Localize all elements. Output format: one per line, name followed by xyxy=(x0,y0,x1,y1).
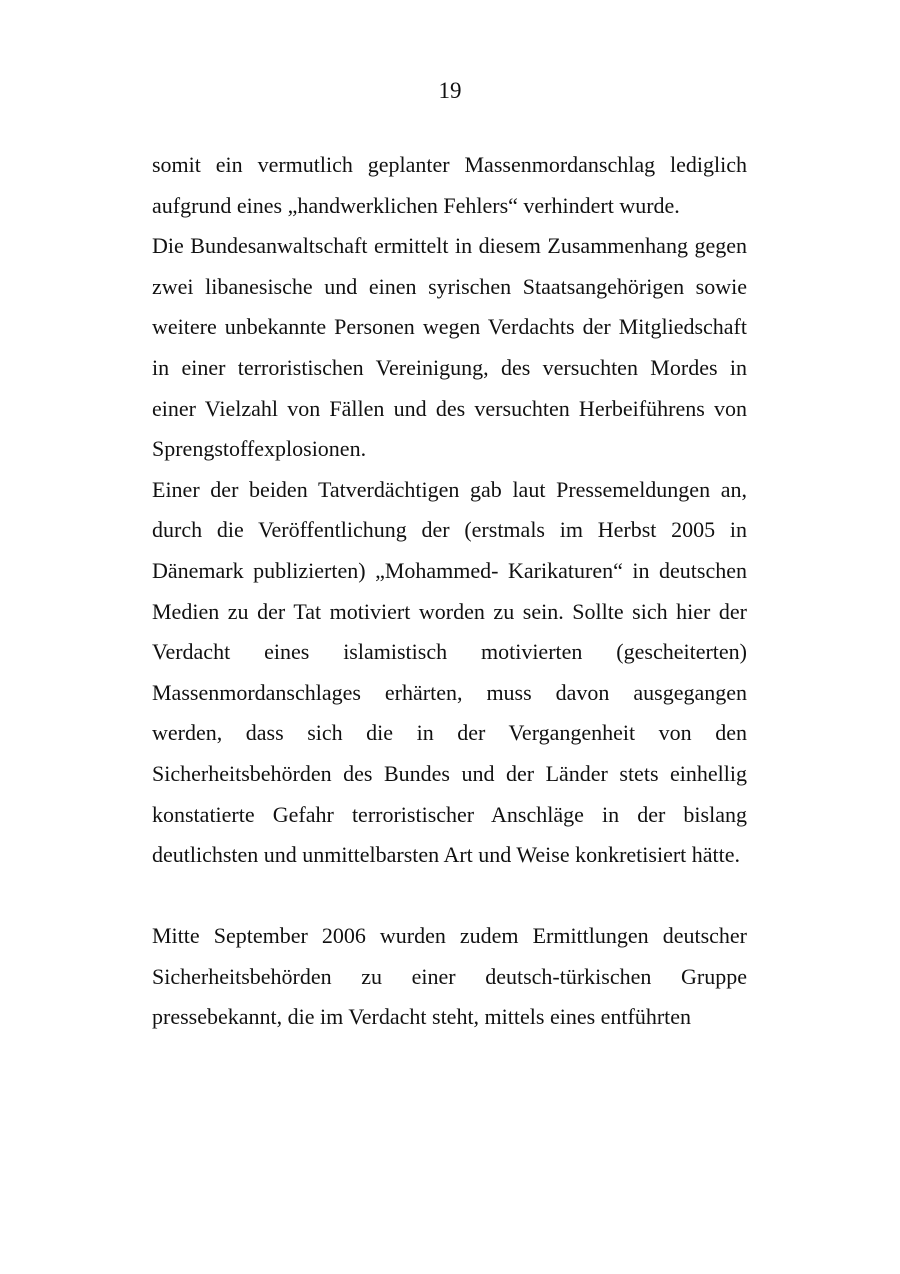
paragraph-motive: Einer der beiden Tatverdächtigen gab laut Pressemeldungen an, durch die Veröffentlichung der (erstmals im Herbst 2005 in Dänemark publizierten) „Mohammed- Karikaturen“ in deutschen Medien zu der Tat motiviert worden zu sein. Sollte sich hier der Verdacht eines islamistisch motivierten (gescheiterten) Massenmordanschlages erhärten, muss davon ausgegangen werden, dass sich die in der Vergangenheit von den Sicherheitsbehörden des Bundes und der Länder stets einhellig konstatierte Gefahr terroristischer Anschläge in der bislang deutlichsten und unmittelbarsten Art und Weise konkretisiert hätte. xyxy=(152,476,747,868)
paragraph-investigation: Die Bundesanwaltschaft ermittelt in diesem Zusammenhang gegen zwei libanesische und einen syrischen Staatsangehörigen sowie weitere unbekannte Personen wegen Verdachts der Mitgliedschaft in einer terroristischen Vereinigung, des versuchten Mordes in einer Vielzahl von Fällen und des versuchten Herbeiführens von Sprengstoffexplosionen. xyxy=(152,233,747,462)
paragraph-spacer xyxy=(152,876,747,917)
paragraph-continuation: somit ein vermutlich geplanter Massenmordanschlag lediglich aufgrund eines „handwerklichen Fehlers“ verhindert wurde. xyxy=(152,152,747,218)
paragraph-september-2006: Mitte September 2006 wurden zudem Ermittlungen deutscher Sicherheitsbehörden zu einer deutsch-türkischen Gruppe pressebekannt, die im Verdacht steht, mittels eines entführten xyxy=(152,923,747,1030)
page-number: 19 xyxy=(438,78,462,103)
document-body xyxy=(152,145,747,1038)
